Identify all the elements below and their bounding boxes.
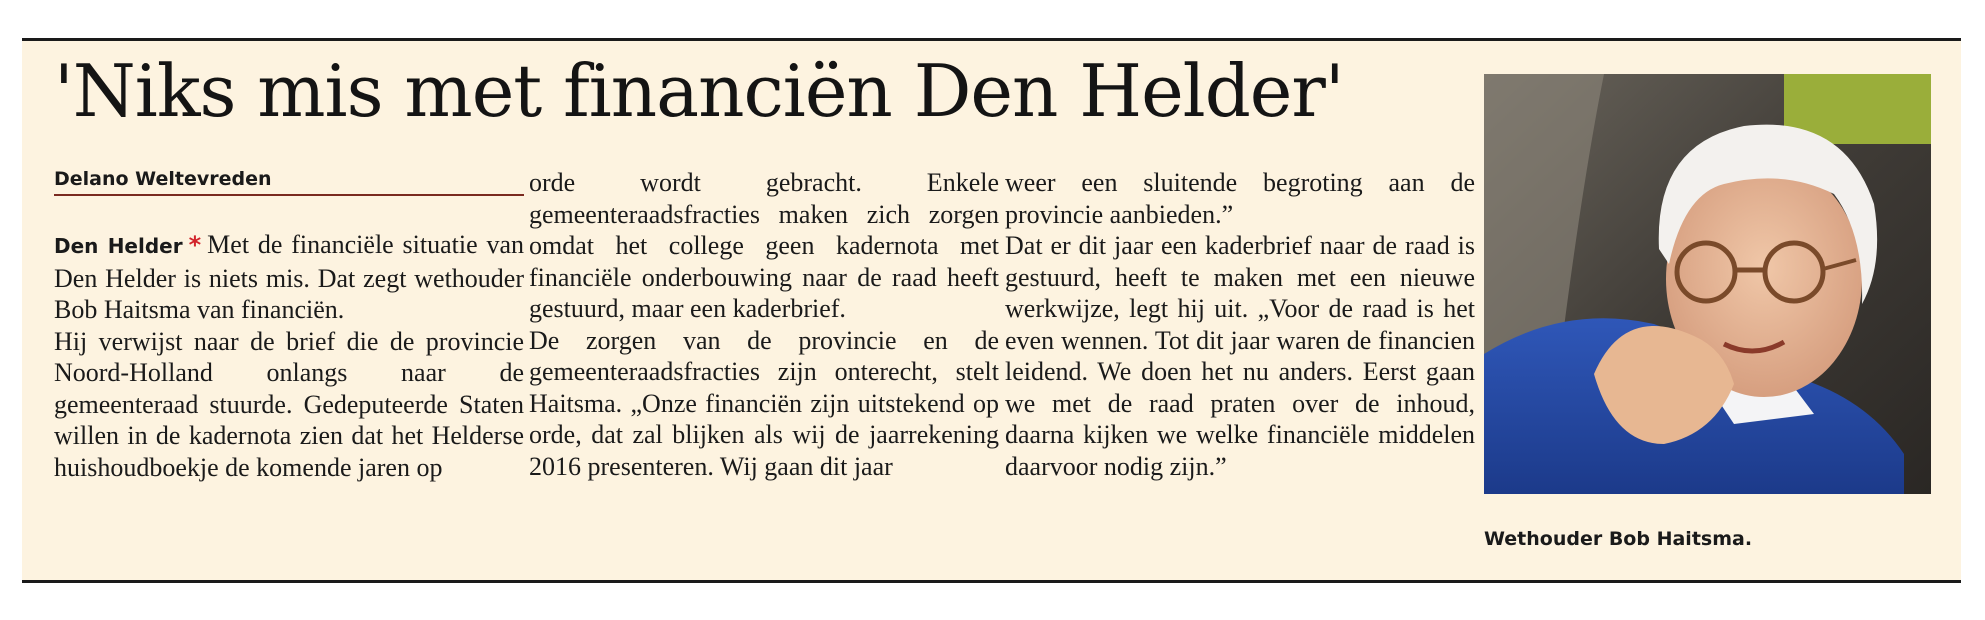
paragraph: Dat er dit jaar een kaderbrief naar de raad is gestuurd, heeft te maken met een nieuwe werkwijze, legt hij uit. „Voor de raad is het even wennen. Tot dit jaar waren de financien leidend. We doen het nu anders. Eerst gaan we met de raad praten over de inhoud, daarna kijken we welke financiële middelen daarvoor nodig zijn.” [1005,231,1475,481]
headline: 'Niks mis met financiën Den Helder' [54,49,1344,133]
paragraph: Hij verwijst naar de brief die de provincie Noord-Holland onlangs naar de gemeenteraad stuurde. Gedeputeerde Staten willen in de kadernota zien dat het Helderse huishoudboekje de komende jaren op [54,326,524,482]
paragraph: weer een sluitende begroting aan de provincie aanbieden.” [1005,168,1475,229]
asterisk-icon: * [188,231,202,259]
article-column-2 [529,167,999,482]
paragraph-text: Met de financiële situatie van Den Helder is niets mis. Dat zegt wethouder Bob Haitsma van financiën. [54,230,524,324]
portrait-photo [1484,74,1931,494]
article-column-3 [1005,167,1475,482]
paragraph-intro [54,229,524,326]
portrait-illustration [1484,74,1931,494]
newspaper-clipping [22,38,1961,583]
dateline: Den Helder [54,234,183,258]
article-column-1 [54,229,524,483]
paragraph: De zorgen van de provincie en de gemeenteraadsfracties zijn onterecht, stelt Haitsma. „Onze financiën zijn uitstekend op orde, dat zal blijken als wij de jaarrekening 2016 presenteren. Wij gaan dit jaar [529,325,999,481]
photo-caption: Wethouder Bob Haitsma. [1484,528,1753,550]
paragraph: orde wordt gebracht. Enkele gemeenteraadsfracties maken zich zorgen omdat het college geen kadernota met financiële onderbouwing naar de raad heeft gestuurd, maar een kaderbrief. [529,168,999,323]
byline: Delano Weltevreden [54,168,524,196]
